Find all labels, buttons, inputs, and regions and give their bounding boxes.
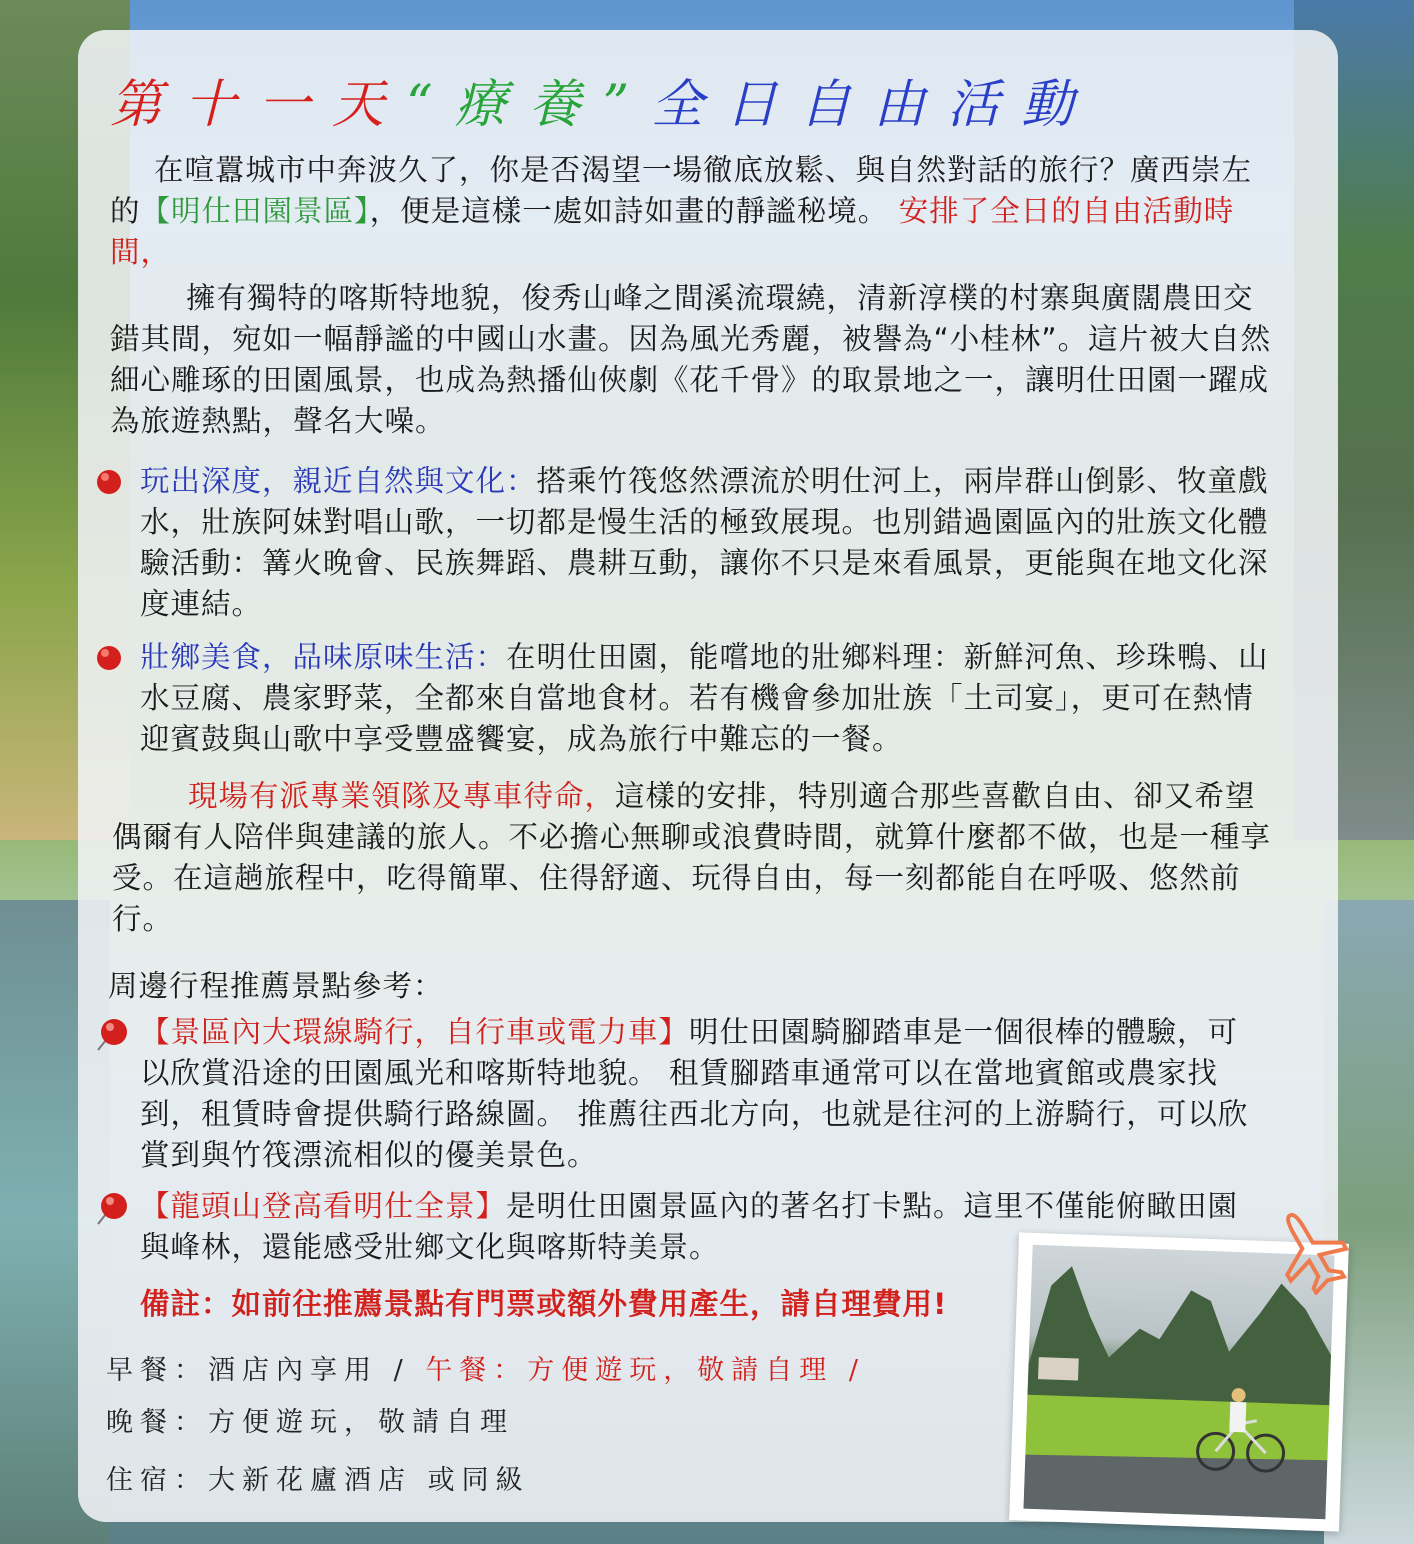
- title-theme: “療養”: [406, 75, 652, 135]
- nearby-title-dragon-head: 【龍頭山登高看明仕全景】: [140, 1189, 507, 1223]
- bullet-item-culture: [140, 461, 1275, 625]
- red-pushpin-icon: [92, 1014, 132, 1054]
- breakfast-info: 早餐：酒店內享用 /: [106, 1355, 426, 1386]
- nearby-heading: 周邊行程推薦景點參考：: [108, 969, 444, 1003]
- guide-red-text: 現場有派專業領隊及專車待命，: [188, 779, 616, 813]
- intro-text-b: ，便是這樣一處如詩如畫的靜謐秘境。: [369, 194, 889, 228]
- dinner-info: 晚餐：方便遊玩，敬請自理: [106, 1407, 514, 1438]
- hotel-info: 住宿：大新花廬酒店 或同級: [106, 1465, 530, 1496]
- red-ball-bullet-icon: [94, 642, 124, 672]
- fee-note: 備註：如前往推薦景點有門票或額外費用產生，請自理費用!: [140, 1287, 948, 1321]
- title-day: 第十一天: [110, 75, 407, 135]
- nearby-item-cycling: [140, 1012, 1265, 1176]
- bullet-heading-culture: 玩出深度，親近自然與文化：: [140, 464, 537, 498]
- lunch-info: 午餐：方便遊玩，敬請自理 /: [425, 1355, 865, 1386]
- title-activity: 全日自由活動: [651, 75, 1096, 135]
- intro-free-time-note: 安排了全日的自由活動時間，: [110, 194, 1235, 269]
- bullet-item-food: [140, 637, 1275, 760]
- page-title: [110, 62, 1096, 135]
- guide-paragraph: [112, 776, 1272, 940]
- intro-paragraph-1: [110, 150, 1275, 273]
- bullet-body-food: 在明仕田園，能嚐地的壯鄉料理：新鮮河魚、珍珠鴨、山水豆腐、農家野菜，全都來自當地食材。若有機會參加壯族「土司宴」，更可在熱情迎賓鼓與山歌中享受豐盛饗宴，成為旅行中難忘的一餐。: [140, 640, 1269, 756]
- intro-karst-text: 擁有獨特的喀斯特地貌，俊秀山峰之間溪流環繞，清新淳樸的村寨與廣闊農田交錯其間，宛如一幅靜謐的中國山水畫。因為風光秀麗，被譽為“小桂林”。這片被大自然細心雕琢的田園風景，也成為熱播仙俠劇《花千骨》的取景地之一，讓明仕田園一躍成為旅遊熱點，聲名大噪。: [110, 281, 1272, 438]
- red-pushpin-icon: [92, 1188, 132, 1228]
- intro-text-a: 在喧囂城市中奔波久了，你是否渴望一場徹底放鬆、與自然對話的旅行？廣西崇左的: [110, 153, 1253, 228]
- bullet-heading-food: 壯鄉美食，品味原味生活：: [140, 640, 507, 674]
- nearby-body-cycling: 明仕田園騎腳踏車是一個很棒的體驗，可以欣賞沿途的田園風光和喀斯特地貌。 租賃腳踏車通常可以在當地賓館或農家找到，租賃時會提供騎行路線圖。 推薦往西北方向，也就是往河的上游騎行，可以欣賞到與竹筏漂流相似的優美景色。: [140, 1015, 1249, 1172]
- guide-body-text: 這樣的安排，特別適合那些喜歡自由、卻又希望偶爾有人陪伴與建議的旅人。不必擔心無聊或浪費時間，就算什麼都不做，也是一種享受。在這趟旅程中，吃得簡單、住得舒適、玩得自由，每一刻都能自在呼吸、悠然前行。: [112, 779, 1272, 936]
- red-ball-bullet-icon: [94, 466, 124, 496]
- meals-line-1: [106, 1348, 865, 1387]
- airplane-icon: [1270, 1205, 1350, 1295]
- nearby-title-cycling: 【景區內大環線騎行，自行車或電力車】: [140, 1015, 690, 1049]
- intro-place-highlight: 【明仕田園景區】: [140, 194, 370, 228]
- bullet-body-culture: 搭乘竹筏悠然漂流於明仕河上，兩岸群山倒影、牧童戲水，壯族阿妹對唱山歌，一切都是慢生活的極致展現。也別錯過園區內的壯族文化體驗活動：篝火晚會、民族舞蹈、農耕互動，讓你不只是來看風景，更能與在地文化深度連結。: [140, 464, 1269, 621]
- nearby-body-dragon-head: 是明仕田園景區內的著名打卡點。這里不僅能俯瞰田園與峰林，還能感受壯鄉文化與喀斯特美景。: [140, 1189, 1239, 1264]
- intro-paragraph-2: [110, 278, 1275, 442]
